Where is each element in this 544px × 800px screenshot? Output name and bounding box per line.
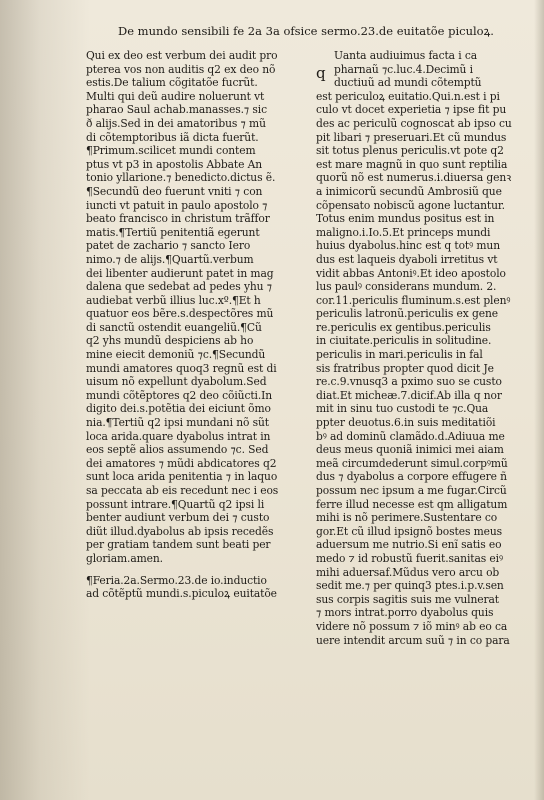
text-line: re.periculis ex gentibus.periculis [316, 320, 491, 334]
text-line: possunt intrare.¶Quartũ q2 ipsi li [86, 497, 265, 511]
paragraph-gap [86, 566, 282, 574]
text-line: lus paulꝰ considerans mundum. 2. [316, 280, 497, 294]
text-line: periculis in mari.periculis in fal [316, 348, 483, 362]
text-line: aduersum me nutrio.Si enĩ satis eo [316, 538, 502, 552]
text-line: sus corpis sagitis suis me vulnerat [316, 592, 499, 606]
text-line: matis.¶Tertiũ penitentiã egerunt [86, 225, 260, 239]
text-line: est mare magnũ in quo sunt reptilia [316, 157, 508, 171]
text-line: sit totus plenus periculis.vt pote q2 [316, 144, 504, 158]
initial-letter: q [316, 64, 326, 82]
text-line: dei libenter audierunt patet in mag [86, 266, 274, 280]
text-line: mihi aduersaf.Mũdus vero arcu ob [316, 565, 500, 579]
text-line: nia.¶Tertiũ q2 ipsi mundani nõ sũt [86, 416, 269, 430]
text-line: beato francisco in christum trãffor [86, 212, 270, 226]
text-line: ¶Primum.scilicet mundi contem [86, 144, 256, 158]
text-line: sunt loca arida penitentia ⁊ in laquo [86, 470, 278, 484]
text-line: di cõtemptoribus iã dicta fuerũt. [86, 130, 259, 144]
text-line: mundi cõtẽptores q2 deo cõiũcti.In [86, 388, 273, 402]
text-line: mundi amatores quoq3 regnũ est di [86, 361, 277, 375]
text-line: ⁊ mors intrat.porro dyabolus quis [316, 606, 494, 620]
text-line: est periculoꝝ euitatio.Qui.n.est i pi [316, 89, 500, 103]
text-line: ¶Feria.2a.Sermo.23.de io.inductio [86, 573, 267, 587]
text-line: maligno.i.Io.5.Et princeps mundi [316, 225, 491, 239]
text-line: pit libari ⁊ preseruari.Et cũ mundus [316, 130, 507, 144]
text-line: ptus vt p3 in apostolis Abbate An [86, 157, 263, 171]
left-text-column [86, 49, 282, 601]
text-line: gloriam.amen. [86, 551, 163, 565]
text-line: videre nõ possum ⁊ iõ minꝰ ab eo ca [316, 619, 508, 633]
text-line: mihi is nõ perimere.Sustentare co [316, 511, 498, 525]
text-line: estis.De talium cõgitatõe fucrũt. [86, 76, 258, 90]
text-line: medo ⁊ id robustũ fuerit.sanitas eiꝰ [316, 551, 503, 565]
text-line: per gratiam tandem sunt beati per [86, 538, 271, 552]
text-line: mine eiecit demoniũ ⁊c.¶Secundũ [86, 348, 266, 362]
text-line: a inimicorũ secundũ Ambrosiũ que [316, 184, 502, 198]
text-line: des ac periculũ cognoscat ab ipso cu [316, 116, 512, 130]
text-line: sis fratribus propter quod dicit Je [316, 361, 494, 375]
text-line: ferre illud necesse est qm alligatum [316, 497, 508, 511]
text-line: cor.11.periculis fluminum.s.est plenꝰ [316, 293, 511, 307]
text-line: ppter deuotus.6.in suis meditatiõi [316, 416, 496, 430]
text-line: Qui ex deo est verbum dei audit pro [86, 49, 278, 62]
text-line: diat.Et micheæ.7.dicif.Ab illa q nor [316, 388, 502, 402]
text-line: sedit me.⁊ per quinq3 ptes.i.p.v.sen [316, 579, 504, 593]
text-line: meã circumdederunt simul.corpꝰmũ [316, 456, 508, 470]
text-line: mit in sinu tuo custodi te ⁊c.Qua [316, 402, 489, 416]
text-line: audiebat verbũ illius luc.xº.¶Et h [86, 293, 261, 307]
text-line: Multi qui deũ audire noluerunt vt [86, 89, 265, 103]
text-line: gor.Et cũ illud ipsignõ bostes meus [316, 524, 503, 538]
right-text-column [316, 49, 530, 647]
text-line: Uanta audiuimus facta i ca [334, 49, 477, 62]
text-line: pterea vos non auditis q2 ex deo nõ [86, 62, 276, 76]
text-line: periculis latronũ.periculis ex gene [316, 307, 498, 321]
text-line: bꝰ ad dominũ clamãdo.d.Adiuua me [316, 429, 505, 443]
text-line: patet de zachario ⁊ sancto Iero [86, 239, 251, 253]
text-line: dei amatores ⁊ mũdi abdicatores q2 [86, 456, 277, 470]
text-line: quatuor eos bẽre.s.despectõres mũ [86, 307, 274, 321]
text-line: ductiuũ ad mundi cõtemptũ [334, 76, 482, 90]
text-line: in ciuitate.periculis in solitudine. [316, 334, 492, 348]
text-line: dus ⁊ dyabolus a corpore effugere ñ [316, 470, 507, 484]
text-line: quorũ nõ est numerus.i.diuersa genꝛ [316, 171, 512, 185]
text-line: iuncti vt patuit in paulo apostolo ⁊ [86, 198, 268, 212]
text-line: ð alijs.Sed in dei amatoribus ⁊ mũ [86, 116, 266, 130]
text-line: re.c.9.vnusq3 a pximo suo se custo [316, 375, 502, 389]
text-line: possum nec ipsum a me fugar.Circũ [316, 484, 507, 497]
text-line: q2 yhs mundũ despiciens ab ho [86, 334, 254, 348]
running-header: De mundo sensibili fe 2a 3a ofsice sermo.23.de euitatõe piculoꝝ. [118, 24, 494, 38]
text-line: diũt illud.dyabolus ab ipsis recedẽs [86, 524, 274, 538]
text-line: Totus enim mundus positus est in [316, 212, 495, 226]
text-line: eos septẽ alios assumendo ⁊c. Sed [86, 443, 269, 457]
text-line: loca arida.quare dyabolus intrat in [86, 429, 271, 443]
page-edge-shadow [534, 0, 544, 800]
text-line: deus meus quoniã inimici mei aiam [316, 443, 504, 457]
text-line: cõpensato nobiscũ agone luctantur. [316, 198, 505, 212]
text-line: benter audiunt verbum dei ⁊ custo [86, 511, 270, 525]
text-line: uisum nõ expellunt dyabolum.Sed [86, 375, 267, 389]
text-line: ad cõtẽptũ mundi.s.piculoꝝ euitatõe [86, 587, 277, 601]
text-line: uere intendit arcum suũ ⁊ in co para [316, 633, 510, 647]
text-line: sa peccata ab eis recedunt nec i eos [86, 484, 279, 497]
text-line: tonio yllarione.⁊ benedicto.dictus ẽ. [86, 171, 276, 185]
text-line: huius dyabolus.hinc est q totꝰ mun [316, 239, 500, 253]
text-line: culo vt docet experietia ⁊ ipse fit pu [316, 103, 507, 117]
text-line: pharnaũ ⁊c.luc.4.Decimũ i [334, 62, 473, 76]
text-line: vidit abbas Antoniꝰ.Et ideo apostolo [316, 266, 506, 280]
text-line: digito dei.s.potẽtia dei eiciunt õmo [86, 402, 271, 416]
text-line: nimo.⁊ de alijs.¶Quartũ.verbum [86, 252, 254, 266]
text-line: pharao Saul achab.manasses.⁊ sic [86, 103, 267, 117]
text-line: dus est laqueis dyaboli irretitus vt [316, 252, 498, 266]
text-line: dalena que sedebat ad pedes yhu ⁊ [86, 280, 272, 294]
text-line: ¶Secundũ deo fuerunt vniti ⁊ con [86, 184, 263, 198]
text-line: di sanctũ ostendit euangeliũ.¶Cũ [86, 320, 262, 334]
